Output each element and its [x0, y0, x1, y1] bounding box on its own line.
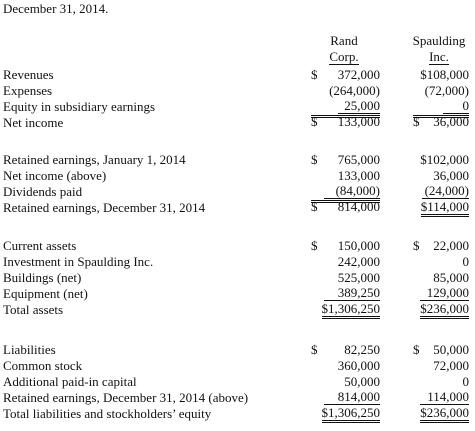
- rand-value: 50,000: [344, 374, 380, 389]
- amount: 22,000: [433, 238, 469, 253]
- column-header-spaulding: [404, 33, 474, 65]
- table-row: [0, 200, 475, 216]
- spaulding-value: (72,000): [424, 83, 469, 98]
- table-row: [0, 342, 475, 358]
- amount: 765,000: [337, 152, 380, 167]
- rand-value: 242,000: [337, 254, 380, 269]
- table-row: [0, 302, 475, 318]
- spaulding-value: 129,000: [420, 286, 469, 301]
- table-row: [0, 152, 475, 168]
- assets-section: [0, 238, 475, 318]
- row-label: Total liabilities and stockholders’ equity: [3, 406, 212, 421]
- row-label: Net income: [3, 115, 64, 130]
- row-label: Retained earnings, December 31, 2014 (above): [3, 390, 249, 405]
- table-row: [0, 374, 475, 390]
- table-row: [0, 286, 475, 302]
- table-row: [0, 184, 475, 200]
- row-label: Retained earnings, December 31, 2014: [3, 200, 206, 215]
- column-header-rand: [306, 33, 382, 65]
- income-statement-section: [0, 67, 475, 131]
- spaulding-value: $236,000: [420, 406, 469, 423]
- row-label: Equipment (net): [3, 286, 88, 301]
- amount: 82,250: [344, 342, 380, 357]
- table-row: [0, 168, 475, 184]
- table-row: [0, 254, 475, 270]
- rand-value: 360,000: [337, 358, 380, 373]
- currency-symbol: $: [413, 114, 420, 129]
- column-header-spaulding-line2: Inc.: [429, 49, 449, 64]
- row-label: Revenues: [3, 67, 54, 82]
- rand-value: 525,000: [337, 270, 380, 285]
- rand-value: 814,000: [324, 390, 380, 405]
- table-row: [0, 83, 475, 99]
- table-row: [0, 238, 475, 254]
- table-row: [0, 99, 475, 115]
- table-row: [0, 67, 475, 83]
- row-label: Dividends paid: [3, 184, 83, 199]
- spaulding-value: $102,000: [420, 152, 469, 167]
- table-row: [0, 358, 475, 374]
- currency-symbol: $: [413, 238, 420, 253]
- table-row: [0, 390, 475, 406]
- column-header-rand-line1: Rand: [330, 33, 358, 48]
- row-label: Net income (above): [3, 168, 107, 183]
- currency-symbol: $: [311, 114, 318, 129]
- spaulding-value: $236,000: [420, 302, 469, 319]
- table-row: [0, 115, 475, 131]
- spaulding-value: $114,000: [421, 200, 469, 217]
- spaulding-value: 85,000: [433, 270, 469, 285]
- row-label: Retained earnings, January 1, 2014: [3, 152, 186, 167]
- currency-symbol: $: [311, 342, 318, 357]
- row-label: Common stock: [3, 358, 83, 373]
- amount: 372,000: [337, 67, 380, 82]
- spaulding-value: 36,000: [433, 168, 469, 183]
- rand-value: 133,000: [337, 168, 380, 183]
- row-label: Buildings (net): [3, 270, 82, 285]
- rand-value: (264,000): [329, 83, 380, 98]
- spaulding-value: 72,000: [433, 358, 469, 373]
- statement-date-heading: December 31, 2014.: [3, 1, 109, 16]
- amount: 814,000: [337, 199, 380, 214]
- rand-value: 25,000: [338, 99, 380, 114]
- rand-value: [311, 199, 380, 214]
- spaulding-value: 0: [443, 99, 470, 114]
- rand-value: (84,000): [324, 184, 380, 199]
- currency-symbol: $: [413, 342, 420, 357]
- amount: 133,000: [337, 114, 380, 129]
- amount: 50,000: [433, 342, 469, 357]
- rand-value: $1,306,250: [322, 406, 381, 423]
- currency-symbol: $: [311, 238, 318, 253]
- rand-value: [311, 114, 380, 129]
- amount: 36,000: [433, 114, 469, 129]
- rand-value: $1,306,250: [322, 302, 381, 319]
- rand-value: 389,250: [324, 286, 380, 301]
- row-label: Equity in subsidiary earnings: [3, 99, 156, 114]
- row-label: Liabilities: [3, 342, 56, 357]
- row-label: Current assets: [3, 238, 77, 253]
- spaulding-value: (24,000): [422, 184, 469, 199]
- spaulding-value: $108,000: [420, 67, 469, 82]
- spaulding-value: [413, 114, 469, 129]
- table-row: [0, 270, 475, 286]
- currency-symbol: $: [311, 67, 318, 82]
- spaulding-value: 0: [462, 254, 469, 269]
- spaulding-value: 114,000: [420, 390, 469, 405]
- row-label: Investment in Spaulding Inc.: [3, 254, 154, 269]
- row-label: Additional paid-in capital: [3, 374, 137, 389]
- amount: 150,000: [337, 238, 380, 253]
- column-header-spaulding-line1: Spaulding: [412, 33, 466, 48]
- spaulding-value: 0: [462, 374, 469, 389]
- currency-symbol: $: [311, 199, 318, 214]
- currency-symbol: $: [311, 152, 318, 167]
- row-label: Expenses: [3, 83, 53, 98]
- retained-earnings-section: [0, 152, 475, 216]
- table-row: [0, 406, 475, 422]
- liabilities-equity-section: [0, 342, 475, 422]
- row-label: Total assets: [3, 302, 64, 317]
- column-header-rand-line2: Corp.: [329, 49, 359, 64]
